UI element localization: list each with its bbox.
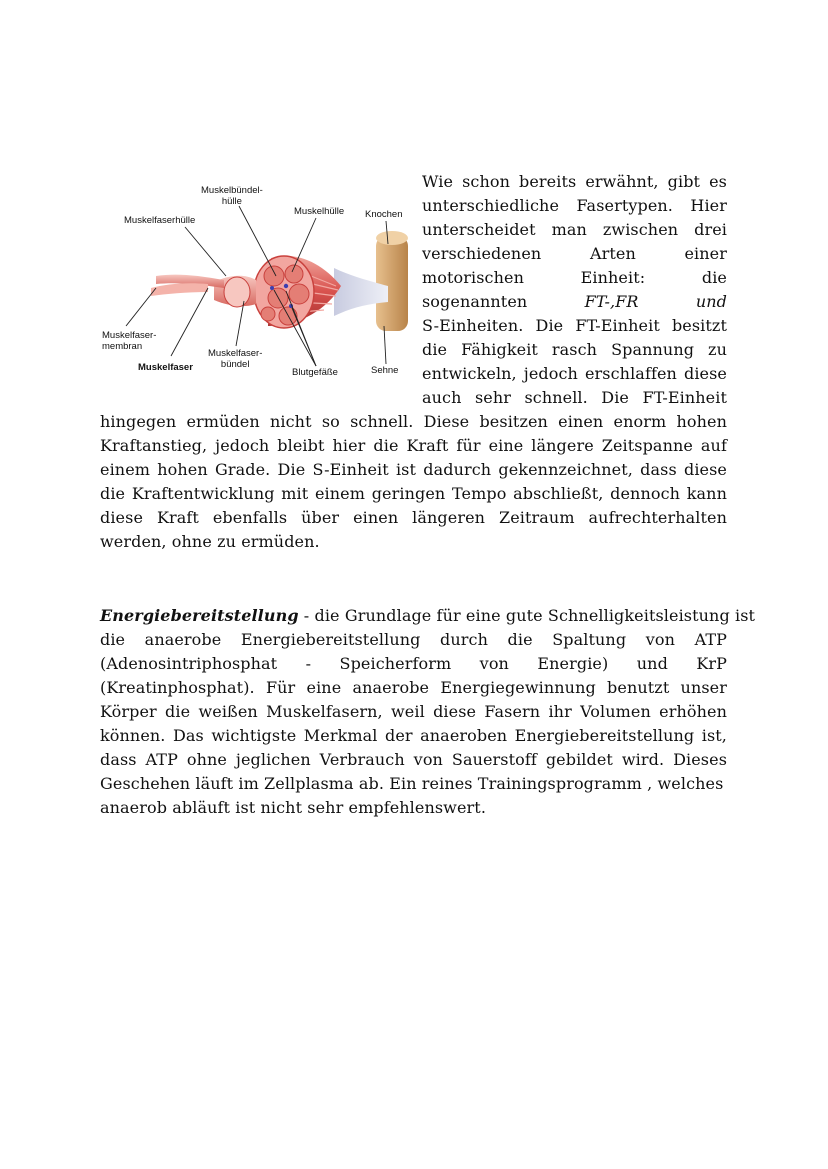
intro-line-types bbox=[422, 290, 727, 314]
label-muskelfasermembran: Muskelfaser- membran bbox=[102, 330, 157, 352]
body-line: einem hohen Grade. Die S-Einheit ist dadurch gekennzeichnet, dass diese bbox=[100, 460, 727, 479]
blood-vessel-dot bbox=[284, 284, 288, 288]
energy-first-rest: - die Grundlage für eine gute Schnelligkeitsleistung ist bbox=[298, 606, 756, 625]
label-muskelfaserhuelle: Muskelfaserhülle bbox=[124, 215, 196, 226]
body-line: Kraftanstieg, jedoch bleibt hier die Kraft für eine längere Zeitspanne auf bbox=[100, 436, 727, 455]
energy-line: dass ATP ohne jeglichen Verbrauch von Sauerstoff gebildet wird. Dieses bbox=[100, 750, 727, 769]
label-muskelbuendelhuelle: Muskelbündel- hülle bbox=[201, 185, 263, 207]
body-line: diese Kraft ebenfalls über einen längeren Zeitraum aufrechterhalten bbox=[100, 508, 727, 527]
label-knochen: Knochen bbox=[365, 209, 403, 220]
energy-line: (Adenosintriphosphat - Speicherform von Energie) und KrP bbox=[100, 654, 727, 673]
intro-line: motorischen Einheit: die bbox=[422, 268, 727, 287]
body-line: hingegen ermüden nicht so schnell. Diese besitzen einen enorm hohen bbox=[100, 412, 727, 431]
label-blutgefaesse: Blutgefäße bbox=[292, 367, 338, 378]
label-muskelfaserbuendel: Muskelfaser- bündel bbox=[208, 348, 263, 370]
intro-line: Wie schon bereits erwähnt, gibt es bbox=[422, 172, 727, 191]
label-sehne: Sehne bbox=[371, 365, 399, 376]
energy-line: (Kreatinphosphat). Für eine anaerobe Energiegewinnung benutzt unser bbox=[100, 678, 727, 697]
energy-term: Energiebereitstellung bbox=[100, 606, 299, 625]
body-line: werden, ohne zu ermüden. bbox=[100, 532, 320, 551]
energy-paragraph bbox=[100, 604, 756, 820]
muscle-anatomy-figure bbox=[96, 176, 414, 386]
types-prefix: sogenannten bbox=[422, 292, 528, 311]
label-muskelhuelle: Muskelhülle bbox=[294, 206, 345, 217]
body-line: die Kraftentwicklung mit einem geringen Tempo abschließt, dennoch kann bbox=[100, 484, 727, 503]
intro-continued-text bbox=[100, 410, 727, 554]
energy-line: die anaerobe Energiebereitstellung durch die Spaltung von ATP bbox=[100, 630, 727, 649]
intro-line: verschiedenen Arten einer bbox=[422, 244, 727, 263]
intro-line: S-Einheiten. Die FT-Einheit besitzt bbox=[422, 316, 727, 335]
intro-line: die Fähigkeit rasch Spannung zu bbox=[422, 340, 727, 359]
energy-line: Körper die weißen Muskelfasern, weil diese Fasern ihr Volumen erhöhen bbox=[100, 702, 727, 721]
bone-shape bbox=[376, 236, 408, 331]
energy-line: anaerob abläuft ist nicht sehr empfehlenswert. bbox=[100, 798, 487, 817]
energy-first-line bbox=[100, 604, 756, 628]
energy-line: können. Das wichtigste Merkmal der anaeroben Energiebereitstellung ist, bbox=[100, 726, 727, 745]
single-fiber-shape bbox=[151, 283, 208, 296]
types-und: und bbox=[695, 292, 727, 311]
intro-line: auch sehr schnell. Die FT-Einheit bbox=[422, 388, 727, 407]
intro-line: unterscheidet man zwischen drei bbox=[422, 220, 727, 239]
label-muskelfaser: Muskelfaser bbox=[138, 362, 193, 373]
intro-line: entwickeln, jedoch erschlaffen diese bbox=[422, 364, 727, 383]
types-ft-fr: FT-,FR bbox=[584, 292, 639, 311]
intro-line: unterschiedliche Fasertypen. Hier bbox=[422, 196, 727, 215]
energy-line: Geschehen läuft im Zellplasma ab. Ein reines Trainingsprogramm , welches bbox=[100, 774, 724, 793]
intro-side-text bbox=[422, 170, 727, 410]
